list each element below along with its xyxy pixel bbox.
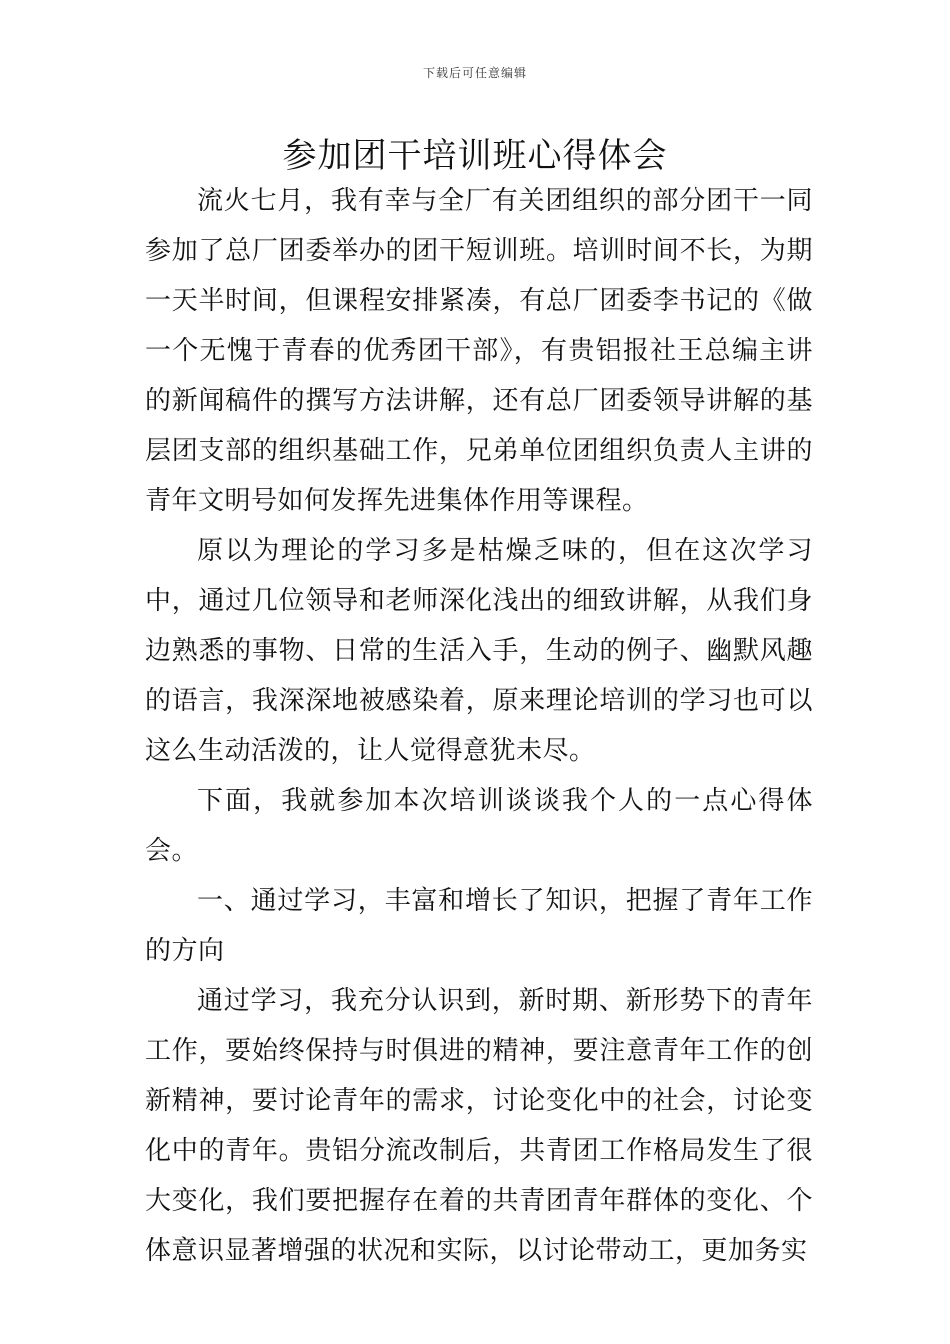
paragraph-4: 通过学习，我充分认识到，新时期、新形势下的青年工作，要始终保持与时俱进的精神，要注意青年工作的创新精神，要讨论青年的需求，讨论变化中的社会，讨论变化中的青年。贵铝分流改制后，共青团工作格局发生了很大变化，我们要把握存在着的共青团青年群体的变化、个体意识显著增强的状况和实际，以讨论带动工，更加务实 <box>145 986 813 1266</box>
section-heading-1: 一、通过学习，丰富和增长了知识，把握了青年工作的方向 <box>145 886 813 966</box>
paragraph-2: 原以为理论的学习多是枯燥乏味的，但在这次学习中，通过几位领导和老师深化浅出的细致讲解，从我们身边熟悉的事物、日常的生活入手，生动的例子、幽默风趣的语言，我深深地被感染着，原来理论培训的学习也可以这么生动活泼的，让人觉得意犹未尽。 <box>145 536 813 766</box>
header-note: 下载后可任意编辑 <box>422 66 527 80</box>
paragraph-1: 流火七月，我有幸与全厂有关团组织的部分团干一同参加了总厂团委举办的团干短训班。培训时间不长，为期一天半时间，但课程安排紧凑，有总厂团委李书记的《做一个无愧于青春的优秀团干部》，有贵铝报社王总编主讲的新闻稿件的撰写方法讲解，还有总厂团委领导讲解的基层团支部的组织基础工作，兄弟单位团组织负责人主讲的青年文明号如何发挥先进集体作用等课程。 <box>145 186 813 516</box>
paragraph-3: 下面，我就参加本次培训谈谈我个人的一点心得体会。 <box>145 786 813 866</box>
document-body <box>145 176 813 1276</box>
document-title: 参加团干培训班心得体会 <box>282 136 668 176</box>
